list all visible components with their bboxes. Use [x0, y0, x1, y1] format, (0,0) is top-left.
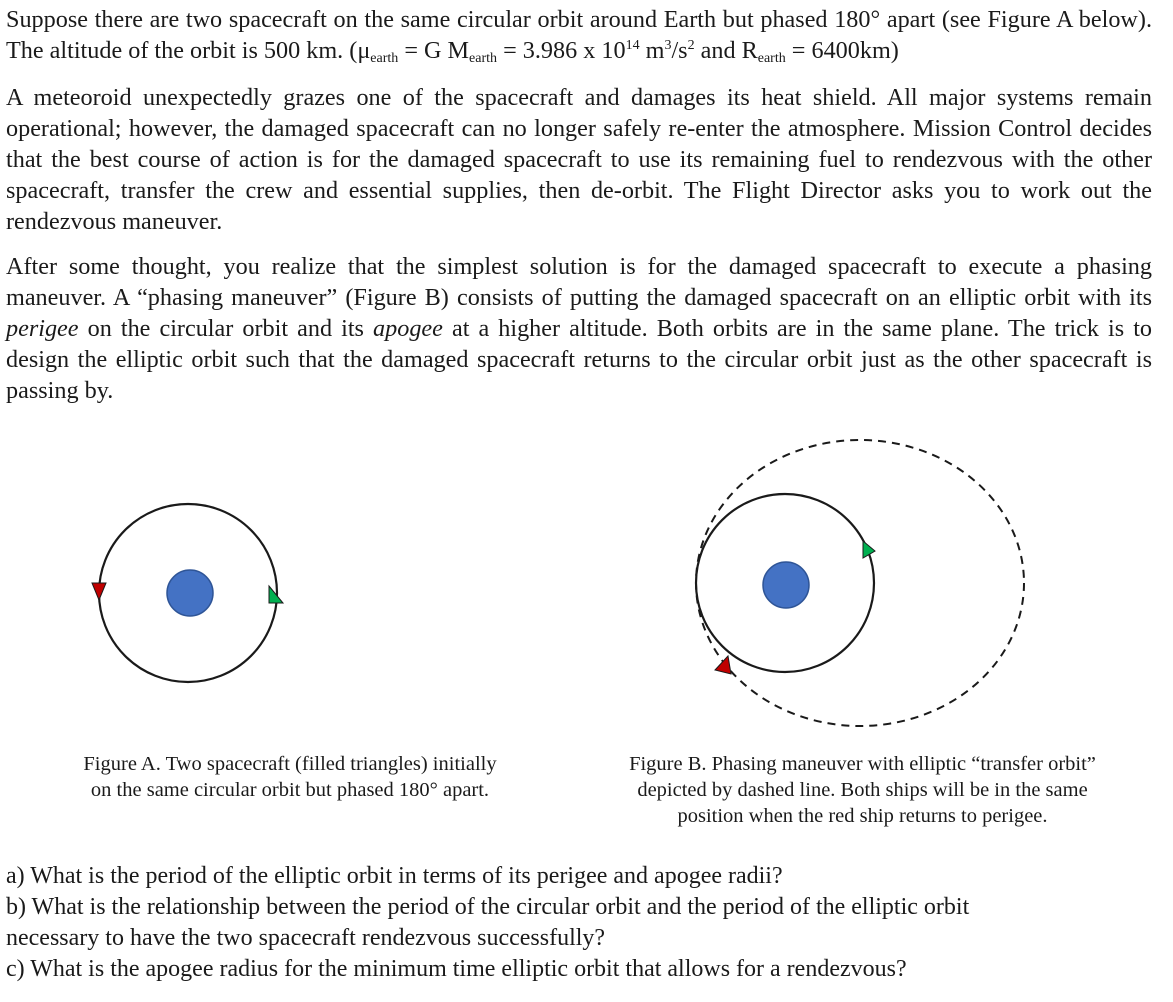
question-b: b) What is the relationship between the period of the circular orbit and the period of the elliptic orbit	[6, 894, 970, 920]
figure-b-caption-line-2: depicted by dashed line. Both ships will be in the same	[637, 779, 1088, 801]
phasing-text-1: After some thought, you realize that the simplest solution is for the damaged spacecraft to execute a phasing maneuver. A “phasing maneuver” (Figure B) consists of putting the damaged spacecraft on an elliptic orbit with its	[6, 253, 1152, 311]
red-spacecraft-icon	[92, 583, 106, 600]
earth-icon	[167, 570, 213, 616]
elliptic-transfer-orbit	[696, 440, 1024, 726]
intro-text-1: Suppose there are two spacecraft on the same circular orbit around Earth but phased 180° apart (see Figure A below). The altitude of the orbit is 500 km. (μ	[6, 6, 1152, 64]
intro-paragraph	[6, 4, 1152, 66]
question-a: a) What is the period of the elliptic orbit in terms of its perigee and apogee radii?	[6, 863, 783, 889]
figure-b-caption	[580, 751, 1145, 829]
intro-text-6: and R	[694, 37, 758, 64]
intro-text-4: m	[639, 37, 665, 64]
figure-a-caption-line-1: Figure A. Two spacecraft (filled triangles) initially	[83, 753, 497, 775]
apogee-term: apogee	[373, 315, 443, 342]
intro-sup-2: 3	[664, 38, 672, 53]
phasing-paragraph	[6, 251, 1152, 406]
figure-b-caption-line-1: Figure B. Phasing maneuver with elliptic “transfer orbit”	[629, 753, 1096, 775]
figure-a-caption	[40, 751, 540, 803]
red-spacecraft-icon	[715, 656, 731, 674]
question-b-continued: necessary to have the two spacecraft rendezvous successfully?	[6, 925, 606, 951]
intro-text-7: = 6400km)	[785, 37, 899, 64]
question-c: c) What is the apogee radius for the minimum time elliptic orbit that allows for a rendezvous?	[6, 956, 907, 982]
intro-text-2: = G M	[398, 37, 470, 64]
intro-sub-2: earth	[469, 51, 498, 66]
phasing-text-2: on the circular orbit and its	[78, 315, 374, 342]
figure-a-caption-line-2: on the same circular orbit but phased 180° apart.	[90, 779, 490, 801]
figure-b-caption-line-3: position when the red ship returns to perigee.	[677, 805, 1048, 827]
figure-b-diagram	[680, 430, 1040, 740]
intro-text-5: /s	[671, 37, 688, 64]
questions-list	[6, 861, 1156, 985]
figure-a-diagram	[80, 490, 300, 700]
intro-text-3: = 3.986 x 10	[497, 37, 626, 64]
intro-sup-3: 2	[687, 38, 695, 53]
phasing-text-3: at a higher altitude. Both orbits are in the same plane. The trick is to design the elliptic orbit such that the damaged spacecraft returns to the circular orbit just as the other spacecraft is passing by.	[6, 315, 1153, 404]
earth-icon	[763, 562, 809, 608]
meteoroid-paragraph: A meteoroid unexpectedly grazes one of the spacecraft and damages its heat shield. All major systems remain operational; however, the damaged spacecraft can no longer safely re-enter the atmosphere. Mission Control decides that the best course of action is for the damaged spacecraft to use its remaining fuel to rendezvous with the other spacecraft, transfer the crew and essential supplies, then de-orbit. The Flight Director asks you to work out the rendezvous maneuver.	[6, 84, 1152, 235]
perigee-term: perigee	[6, 315, 79, 342]
intro-sub-3: earth	[757, 51, 786, 66]
intro-sup-1: 14	[625, 38, 640, 53]
intro-sub-1: earth	[370, 51, 399, 66]
